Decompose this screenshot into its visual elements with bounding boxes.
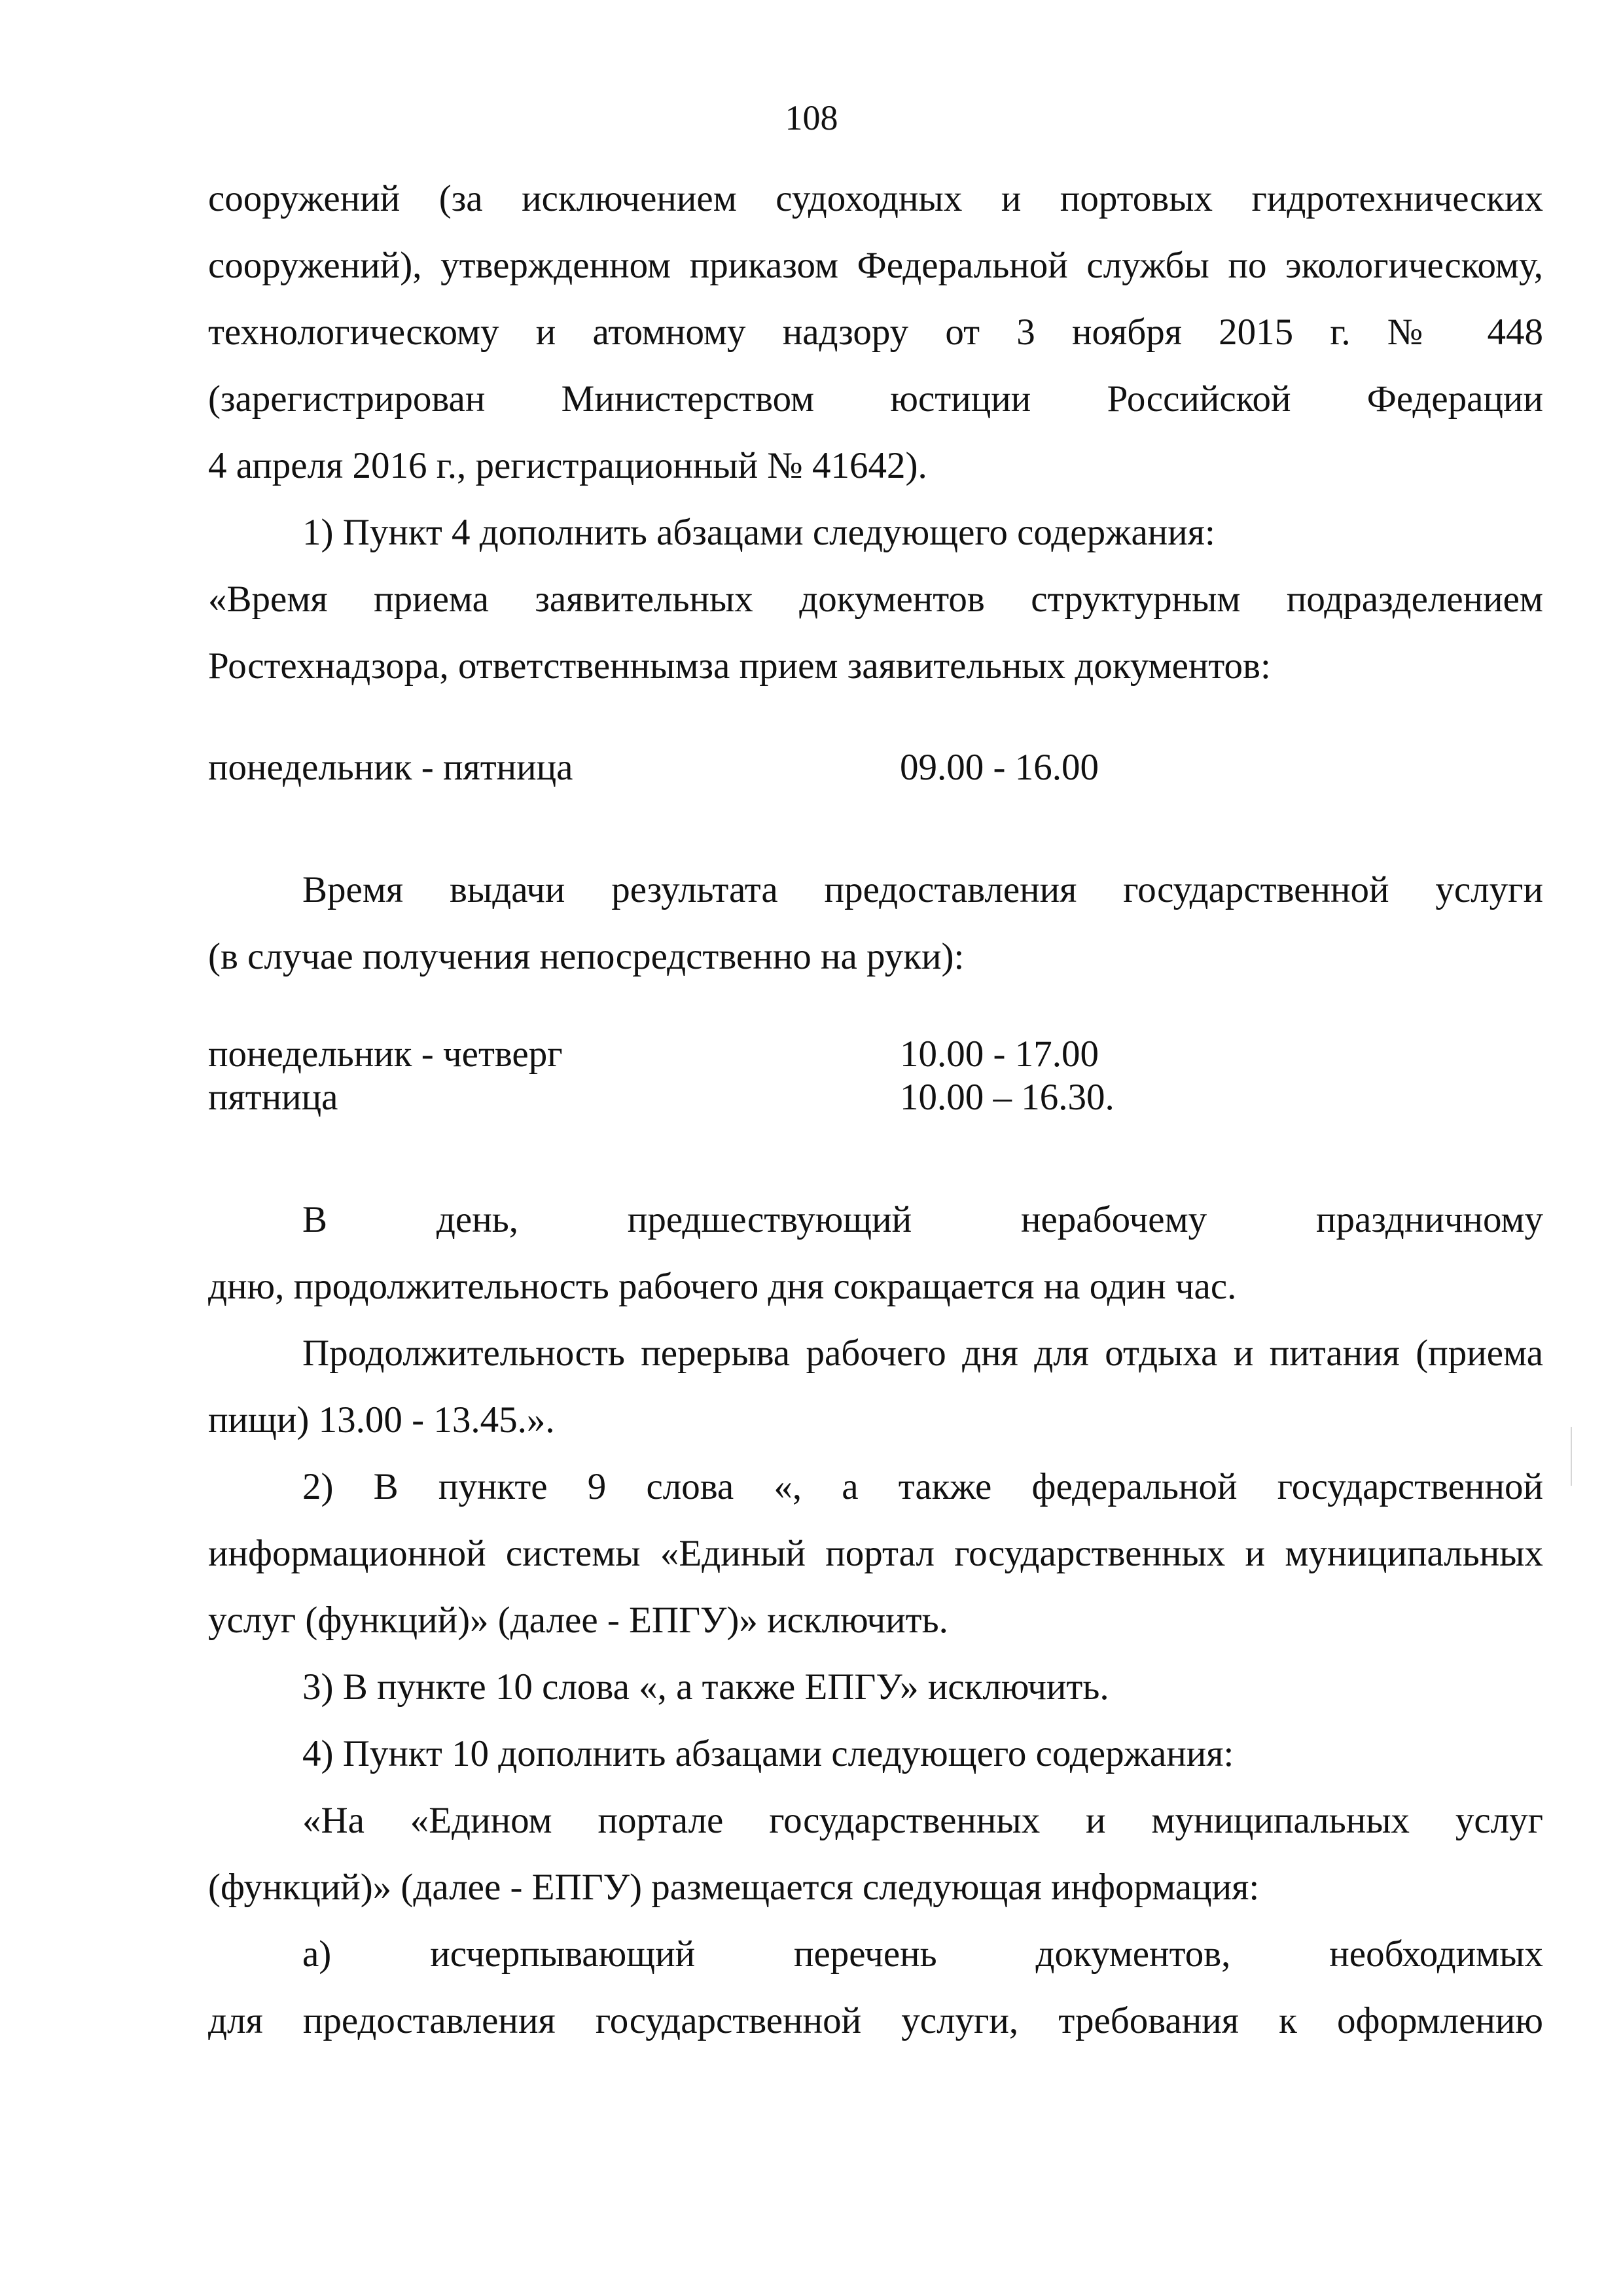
paragraph-line: Продолжительность перерыва рабочего дня для отдыха и питания (приема: [302, 1333, 1543, 1374]
schedule-days: пятница: [208, 1077, 338, 1118]
schedule-days: понедельник - пятница: [208, 747, 573, 788]
list-item-1: 1) Пункт 4 дополнить абзацами следующего содержания:: [302, 512, 1215, 553]
paragraph-line: для предоставления государственной услуги, требования к оформлению: [208, 2000, 1543, 2041]
paragraph-line: (в случае получения непосредственно на руки):: [208, 936, 965, 977]
paragraph-line: 4 апреля 2016 г., регистрационный № 41642).: [208, 445, 927, 486]
list-item-a: а) исчерпывающий перечень документов, необходимых: [302, 1933, 1543, 1975]
schedule-days: понедельник - четверг: [208, 1033, 563, 1075]
list-item-2: 2) В пункте 9 слова «, а также федеральной государственной: [302, 1466, 1543, 1507]
paragraph-line: Ростехнадзора, ответственнымза прием заявительных документов:: [208, 645, 1271, 687]
schedule-time: 10.00 - 17.00: [900, 1033, 1099, 1075]
schedule-time: 10.00 – 16.30.: [900, 1077, 1115, 1118]
paragraph-line: Время выдачи результата предоставления государственной услуги: [302, 869, 1543, 910]
paragraph-line: пищи) 13.00 - 13.45.».: [208, 1399, 555, 1441]
list-item-4: 4) Пункт 10 дополнить абзацами следующего содержания:: [302, 1733, 1234, 1774]
page-number: 108: [785, 98, 838, 137]
paragraph-line: (функций)» (далее - ЕПГУ) размещается следующая информация:: [208, 1867, 1260, 1908]
paragraph-line: технологическому и атомному надзору от 3 ноября 2015 г. № 448: [208, 312, 1543, 353]
paragraph-line: «Время приема заявительных документов структурным подразделением: [208, 579, 1543, 620]
list-item-3: 3) В пункте 10 слова «, а также ЕПГУ» исключить.: [302, 1666, 1109, 1708]
scan-artifact: [1571, 1427, 1572, 1486]
paragraph-line: (зарегистрирован Министерством юстиции Российской Федерации: [208, 378, 1543, 420]
paragraph-line: услуг (функций)» (далее - ЕПГУ)» исключить.: [208, 1600, 948, 1641]
paragraph-line: сооружений (за исключением судоходных и портовых гидротехнических: [208, 178, 1543, 219]
paragraph-line: «На «Едином портале государственных и муниципальных услуг: [302, 1800, 1543, 1841]
paragraph-line: В день, предшествующий нерабочему праздничному: [302, 1199, 1543, 1240]
paragraph-line: дню, продолжительность рабочего дня сокращается на один час.: [208, 1266, 1237, 1307]
schedule-time: 09.00 - 16.00: [900, 747, 1099, 788]
paragraph-line: информационной системы «Единый портал государственных и муниципальных: [208, 1533, 1543, 1574]
paragraph-line: сооружений), утвержденном приказом Федеральной службы по экологическому,: [208, 245, 1543, 286]
